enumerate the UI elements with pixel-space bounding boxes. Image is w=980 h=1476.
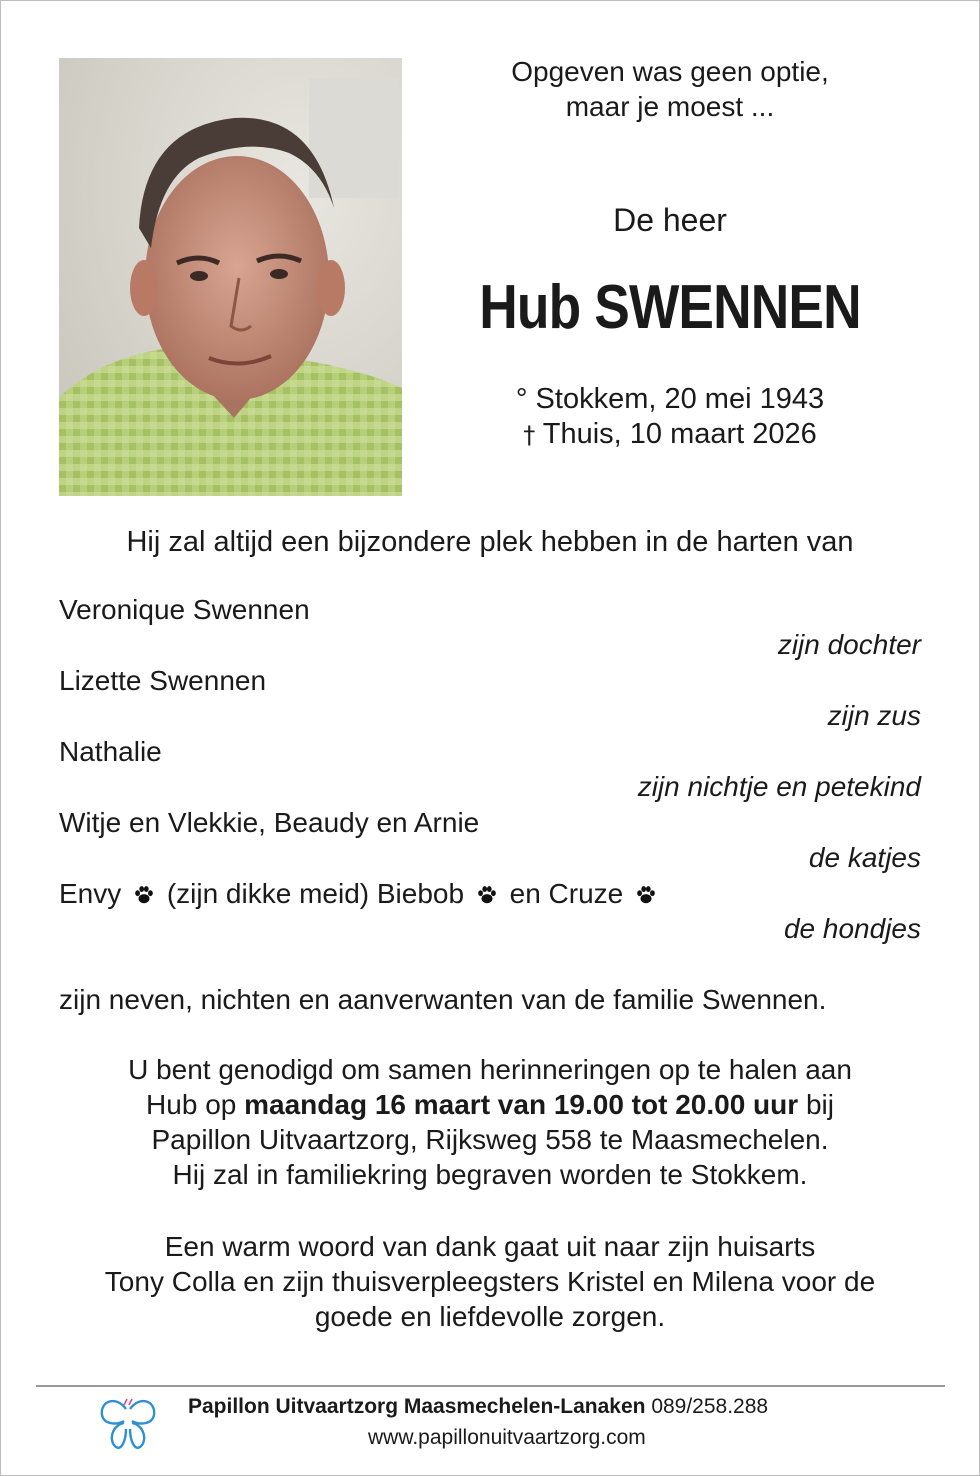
motto	[420, 54, 920, 124]
invite-line-4: Hij zal in familiekring begraven worden te Stokkem.	[172, 1159, 808, 1190]
intro-text: Hij zal altijd een bijzondere plek hebben in de harten van	[126, 526, 854, 558]
portrait-photo	[59, 58, 402, 496]
invite-line-3: Papillon Uitvaartzorg, Rijksweg 558 te Maasmechelen.	[151, 1124, 829, 1155]
death-line	[420, 417, 920, 453]
title-prefix: De heer	[613, 202, 727, 238]
thanks-line-1: Een warm woord van dank gaat uit naar zijn huisarts	[164, 1231, 816, 1262]
footer-divider	[36, 1385, 945, 1387]
dog-name-envy: Envy	[59, 878, 122, 909]
family-relation: de katjes	[808, 842, 921, 873]
invite-line-2-post: bij	[805, 1089, 834, 1120]
family-relation: zijn dochter	[777, 629, 921, 660]
footer-company-line	[188, 1393, 768, 1421]
family-name: Nathalie	[59, 736, 162, 767]
paw-icon	[635, 879, 657, 914]
birth-line: ° Stokkem, 20 mei 1943	[515, 383, 825, 415]
paw-icon	[133, 879, 155, 914]
visitation-time: maandag 16 maart van 19.00 tot 20.00 uur	[244, 1089, 799, 1120]
family-relation: zijn nichtje en petekind	[637, 771, 921, 802]
life-dates	[420, 382, 920, 453]
deceased-name: Hub SWENNEN	[479, 273, 861, 342]
thanks-text	[0, 1229, 980, 1334]
company-name: Papillon Uitvaartzorg Maasmechelen-Lanaken	[188, 1395, 646, 1418]
family-relation: zijn zus	[827, 700, 921, 731]
thanks-line-3: goede en liefdevolle zorgen.	[314, 1301, 666, 1332]
relatives-text: zijn neven, nichten en aanverwanten van de familie Swennen.	[59, 984, 827, 1015]
motto-line-1: Opgeven was geen optie,	[511, 56, 829, 87]
company-phone[interactable]: 089/258.288	[651, 1395, 769, 1418]
company-website[interactable]: www.papillonuitvaartzorg.com	[368, 1426, 646, 1449]
family-name: Veronique Swennen	[59, 594, 310, 625]
dog-name-cruze: en Cruze	[509, 878, 624, 909]
invite-line-2-pre: Hub op	[146, 1089, 237, 1120]
cross-icon: †	[523, 421, 536, 449]
family-list	[59, 592, 921, 947]
family-name-dogs	[59, 876, 921, 911]
dog-name-biebob: (zijn dikke meid) Biebob	[166, 878, 465, 909]
family-name: Lizette Swennen	[59, 665, 267, 696]
invite-line-1: U bent genodigd om samen herinneringen op te halen aan	[128, 1054, 852, 1085]
paw-icon	[476, 879, 498, 914]
death-text: Thuis, 10 maart 2026	[542, 418, 817, 450]
family-relation: de hondjes	[783, 913, 921, 944]
invitation-text	[0, 1052, 980, 1192]
thanks-line-2: Tony Colla en zijn thuisverpleegsters Kristel en Milena voor de	[104, 1266, 876, 1297]
family-name: Witje en Vlekkie, Beaudy en Arnie	[59, 807, 480, 838]
invite-line-2	[0, 1087, 980, 1122]
motto-line-2: maar je moest ...	[565, 91, 775, 122]
butterfly-logo-icon	[96, 1391, 160, 1460]
